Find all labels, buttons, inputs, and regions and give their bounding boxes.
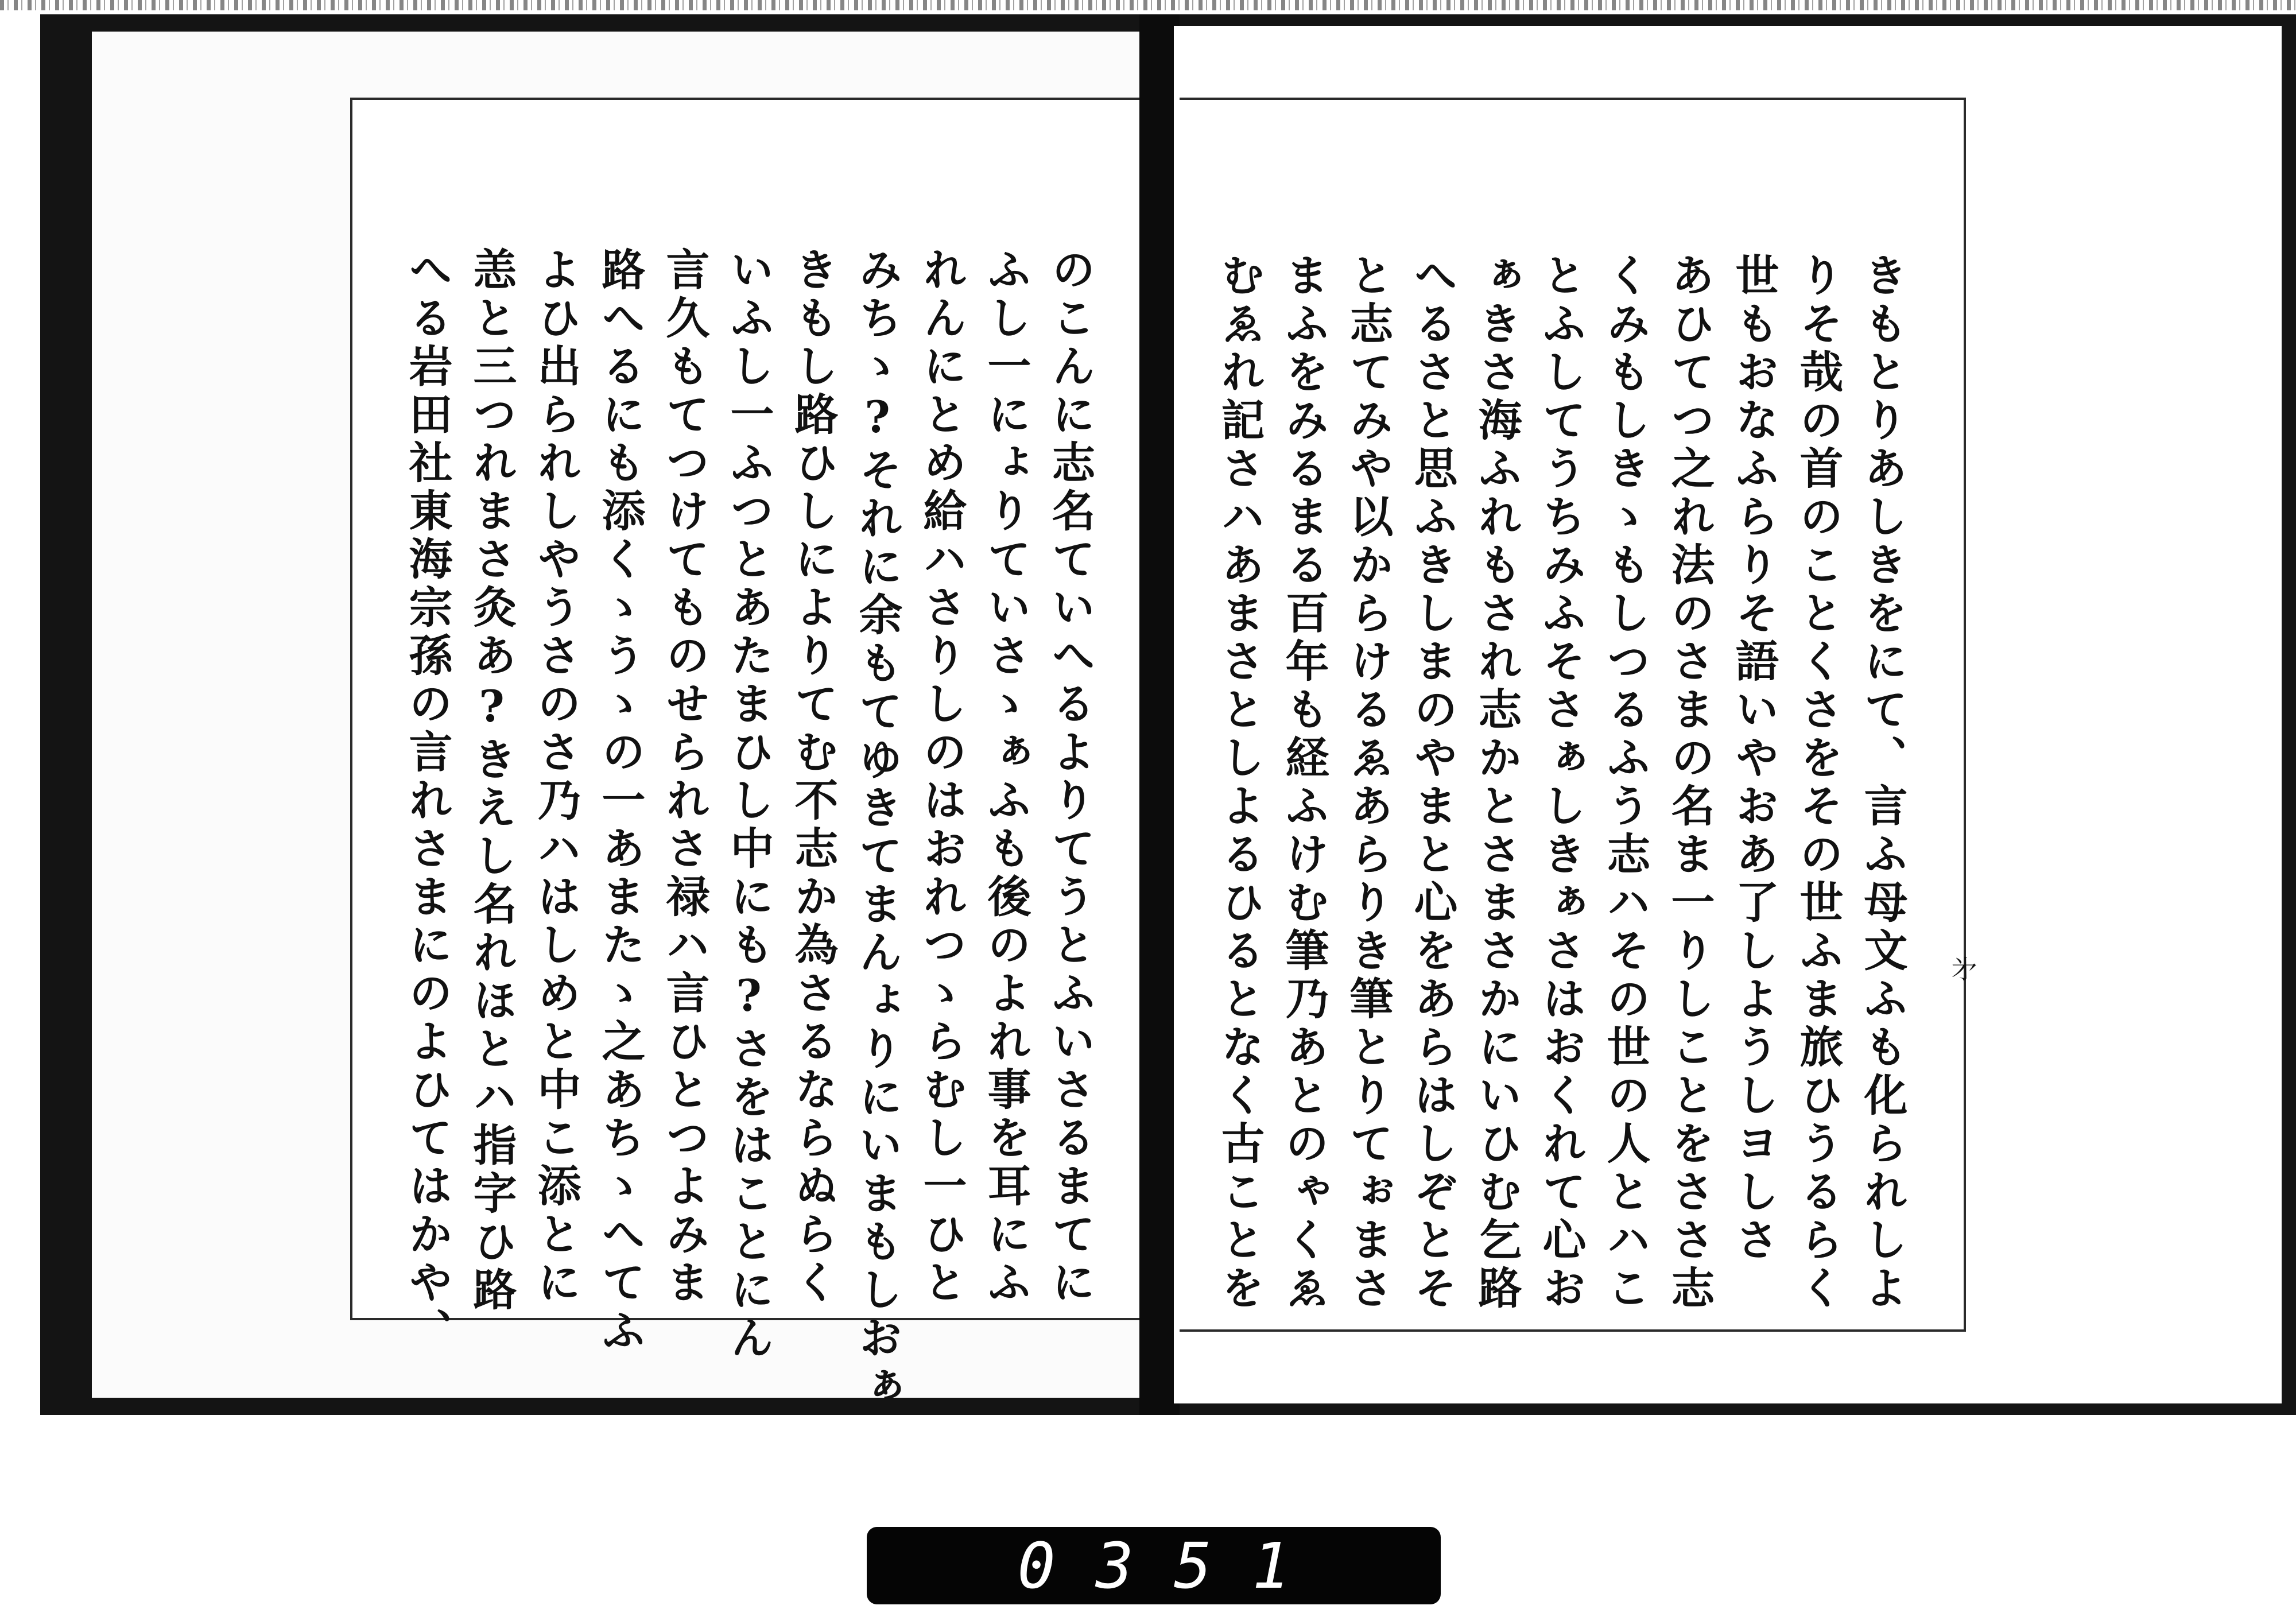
left-column-6: いふし一ふつとあたまひし中にも?さをはことにん <box>723 247 774 1363</box>
frame-number-label <box>867 1527 1441 1604</box>
left-column-11: へる岩田社東海宗孫の言れさまにのよひてはかや、 <box>402 247 453 1356</box>
right-column-5: くみもしきゝもしつるふう志ハその世の人とハこ <box>1600 253 1651 1313</box>
left-column-2: ふし一にょりていさゝぁふも後のよれ事を耳にふ <box>980 247 1031 1308</box>
left-column-1: のこんに志名ていへるよりてうとふいさるまてに <box>1045 247 1096 1308</box>
right-page-text <box>1214 253 1914 1313</box>
right-column-4: あひてつ之れ法のさまの名ま一りしことをささ志 <box>1664 253 1715 1313</box>
right-column-3: 世もおなふらりそ語いやおあ了しようしヨしさ <box>1728 253 1779 1265</box>
right-column-9: と志てみや以からけるゑあらりき筆とりてぉまさ <box>1343 253 1394 1313</box>
scan-top-edge <box>0 0 2296 10</box>
page-number: 㐧 <box>1947 956 1976 981</box>
left-column-4: みちゝ?それに余もてゆきてまんょりにいまもしおぁ <box>852 247 903 1412</box>
left-column-8: 路へるにも添くゝうゝの一あまたゝ之あちゝへてふ <box>595 247 646 1356</box>
right-column-6: とふしてうちみふそさぁしきぁさはおくれて心お <box>1535 253 1587 1313</box>
left-column-7: 言久もてつけてものせられさ禄ハ言ひとつよみま <box>659 247 710 1308</box>
left-column-5: きもし路ひしによりてむ不志か為さるならぬらく <box>788 247 839 1308</box>
right-column-8: へるさと思ふきしまのやまと心をあらはしぞとそ <box>1407 253 1458 1313</box>
left-column-3: れんにとめ給ハさりしのはおれつゝらむし一ひと <box>916 247 967 1308</box>
right-column-11: むゑれ記さハあまさとしよるひるとなく古ことを <box>1214 253 1265 1313</box>
right-column-1: きもとりあしきをにて、言ふ母文ふも化られしよ <box>1857 253 1908 1313</box>
right-column-7: ぁきさ海ふれもされ志かとさまさかにいひむ乞路 <box>1471 253 1522 1313</box>
left-column-10: 恙と三つれまさ灸あ?きえし名れほとハ指字ひ路 <box>466 247 517 1315</box>
right-column-10: まふをみるまる百年も経ふけむ筆乃あとのゃくゑ <box>1278 253 1329 1313</box>
left-column-9: よひ出られしやうさのさ乃ハはしめと中こ添とに <box>530 247 581 1308</box>
frame-number: 0351 <box>1017 1529 1331 1603</box>
left-page-text <box>396 247 1102 1412</box>
right-column-2: りそ哉の首のことくさをその世ふま旅ひうるらく <box>1793 253 1844 1313</box>
